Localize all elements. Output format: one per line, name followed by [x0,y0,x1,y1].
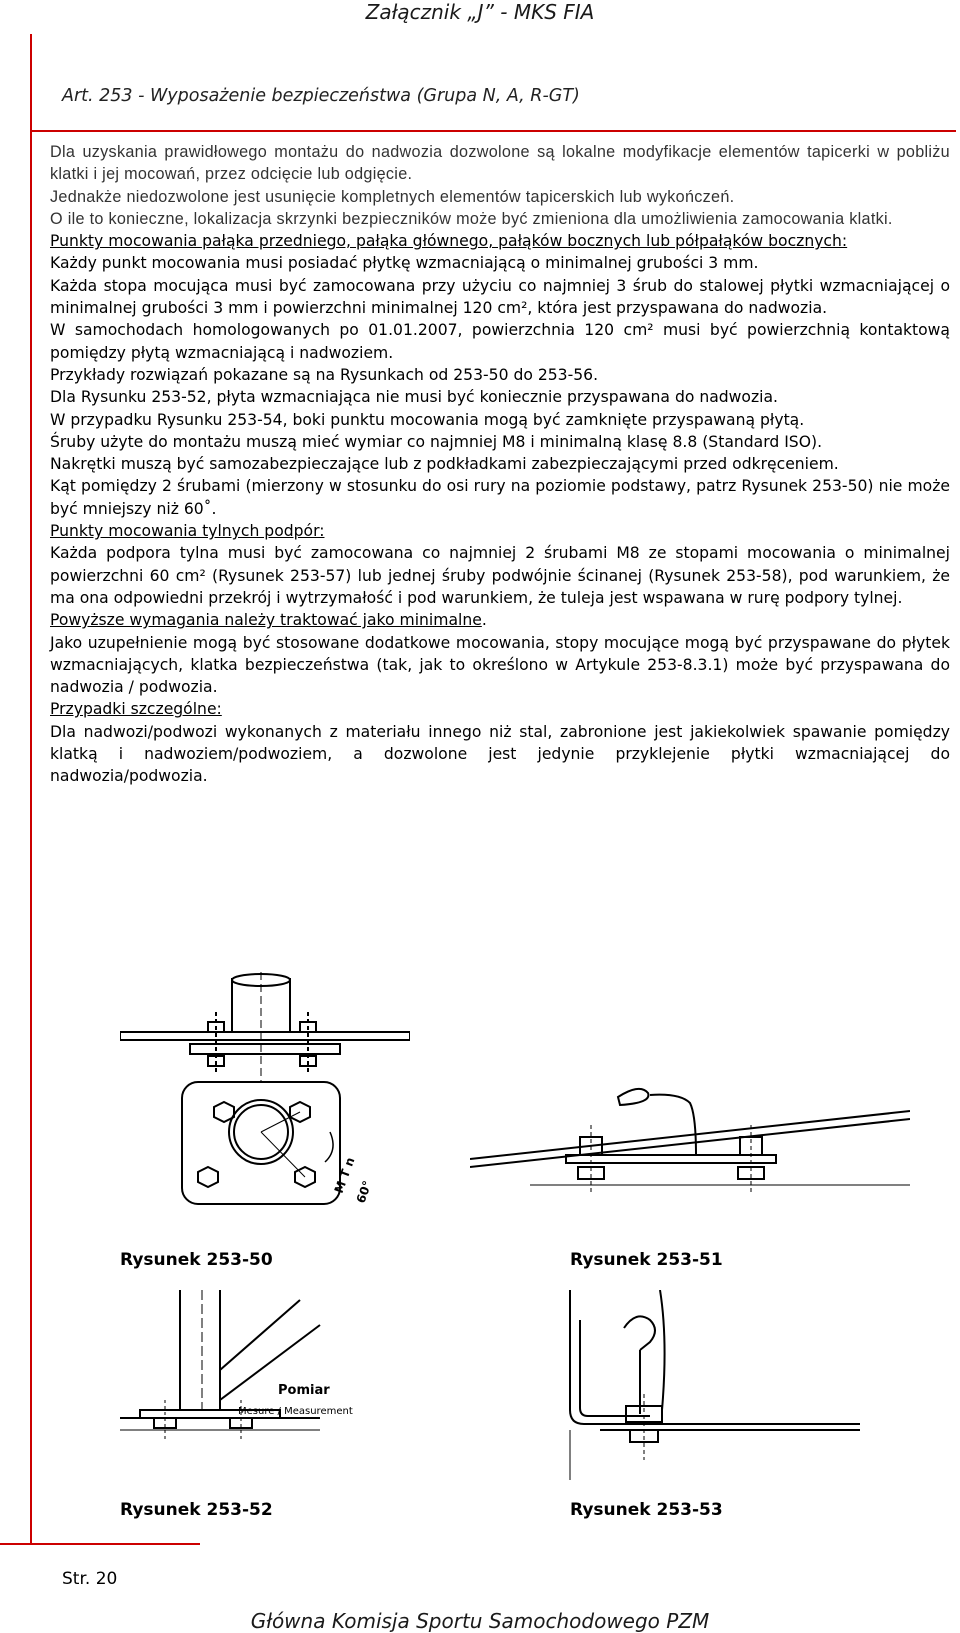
figure-253-52-drawing [120,1290,410,1480]
running-footer: Główna Komisja Sportu Samochodowego PZM [250,1609,710,1633]
section-heading: Punkty mocowania tylnych podpór: [50,522,325,541]
left-margin-rule [30,34,32,1544]
running-header: Załącznik „J” - MKS FIA [365,0,595,24]
paragraph: Jako uzupełnienie mogą być stosowane dodatkowe mocowania, stopy mocujące mogą być przyspawane do płytek wzmacniających, klatka bezpieczeństwa (tak, jak to określono w Artykule 253-8.3.1) może być przyspawana do nadwozia / podwozia. [50,633,950,697]
period: . [481,611,487,630]
paragraph: O ile to konieczne, lokalizacja skrzynki bezpieczników może być zmieniona dla umożliwienia zamocowania klatki. [50,209,893,228]
header-rule [30,130,956,132]
figure-253-53-drawing [540,1290,860,1490]
article-title: Art. 253 - Wyposażenie bezpieczeństwa (Grupa N, A, R-GT) [62,86,580,106]
emphasis-text: Powyższe wymagania należy traktować jako minimalne [50,611,482,630]
paragraph: Każdy punkt mocowania musi posiadać płytkę wzmacniającą o minimalnej grubości 3 mm. [50,254,759,273]
figure-253-53-caption: Rysunek 253-53 [570,1500,723,1520]
figure-label-angle: 60° [353,1178,375,1206]
paragraph: Nakrętki muszą być samozabezpieczające lub z podkładkami zabezpieczającymi przed odkręceniem. [50,455,839,474]
figure-253-51-caption: Rysunek 253-51 [570,1250,723,1270]
paragraph: W przypadku Rysunku 253-54, boki punktu mocowania mogą być zamknięte przyspawaną płytą. [50,410,805,429]
paragraph: Dla nadwozi/podwozi wykonanych z materiału innego niż stal, zabronione jest jakiekolwiek spawanie pomiędzy klatką i nadwoziem/podwoziem, a dozwolone jest jedynie przyklejenie płytki wzmacniającej do nadwozia/podwozia. [50,722,950,786]
paragraph: Jednakże niedozwolone jest usunięcie kompletnych elementów tapicerskich lub wykończeń. [50,187,735,206]
section-heading: Przypadki szczególne: [50,700,222,719]
paragraph [50,609,950,631]
article-body [50,141,950,788]
section-heading: Punkty mocowania pałąka przedniego, pałąka głównego, pałąków bocznych lub półpałąków bocznych: [50,232,848,251]
footer-rule [0,1543,200,1545]
paragraph: Przykłady rozwiązań pokazane są na Rysunkach od 253-50 do 253-56. [50,365,599,384]
paragraph: Dla uzyskania prawidłowego montażu do nadwozia dozwolone są lokalne modyfikacje elementów tapicerki w pobliżu klatki i jej mocowań, przez odcięcie lub odgięcie. [50,143,950,184]
figure-label-pomiar: Pomiar [278,1383,330,1398]
figure-label-measure: Mesure / Measurement [238,1406,353,1417]
paragraph: Śruby użyte do montażu muszą mieć wymiar co najmniej M8 i minimalną klasę 8.8 (Standard ISO). [50,432,823,451]
paragraph: Kąt pomiędzy 2 śrubami (mierzony w stosunku do osi rury na poziomie podstawy, patrz Rysunek 253-50) nie może być mniejszy niż 60˚. [50,477,950,518]
page-number: Str. 20 [62,1569,118,1589]
figure-253-51-drawing [470,1075,910,1215]
paragraph: Każda podpora tylna musi być zamocowana co najmniej 2 śrubami M8 ze stopami mocowania o minimalnej powierzchni 60 cm² (Rysunek 253-57) lub jednej śruby podwójnie ścinanej (Rysunek 253-58), pod warunkiem, że ma ona odpowiedni przekrój i wytrzymałość i pod warunkiem, że tuleja jest wspawana w rurę podpory tylnej. [50,544,950,607]
figure-label-mtn: M T n [331,1155,358,1196]
paragraph: W samochodach homologowanych po 01.01.2007, powierzchnia 120 cm² musi być powierzchnią kontaktową pomiędzy płytą wzmacniającą i nadwoziem. [50,321,950,362]
paragraph: Dla Rysunku 253-52, płyta wzmacniająca nie musi być koniecznie przyspawana do nadwozia. [50,388,779,407]
figure-253-50-caption: Rysunek 253-50 [120,1250,273,1270]
paragraph: Każda stopa mocująca musi być zamocowana przy użyciu co najmniej 3 śrub do stalowej płytki wzmacniającej o minimalnej grubości 3 mm i powierzchni minimalnej 120 cm², która jest przyspawana do nadwozia. [50,276,950,318]
figure-253-52-caption: Rysunek 253-52 [120,1500,273,1520]
figure-253-50-drawing [120,972,410,1222]
